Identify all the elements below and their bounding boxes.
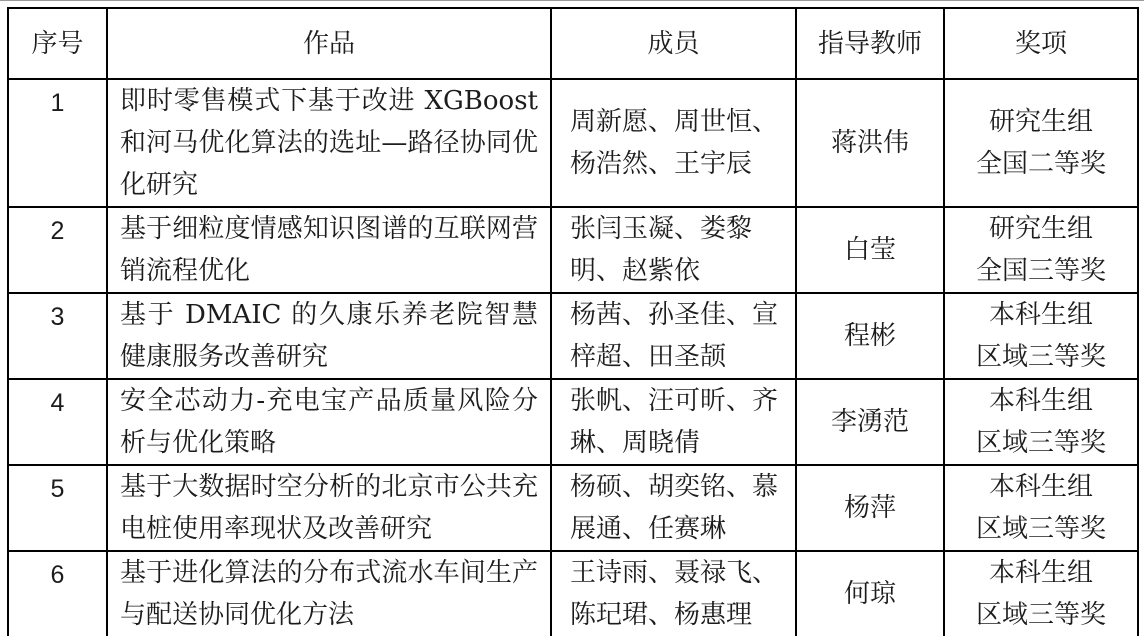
award-cell	[944, 79, 1138, 207]
row-index: 3	[8, 293, 107, 379]
advisor-name: 蒋洪伟	[796, 79, 944, 207]
work-title: 基于大数据时空分析的北京市公共充电桩使用率现状及改善研究	[107, 465, 551, 551]
award-group: 本科生组	[988, 472, 1093, 502]
award-prize: 区域三等奖	[975, 600, 1106, 630]
work-title: 基于 DMAIC 的久康乐养老院智慧健康服务改善研究	[107, 293, 551, 379]
member-names: 王诗雨、聂禄飞、陈玘珺、杨惠理	[551, 551, 796, 636]
member-names: 杨硕、胡奕铭、慕展通、任赛琳	[551, 465, 796, 551]
work-title: 安全芯动力-充电宝产品质量风险分析与优化策略	[107, 379, 551, 465]
member-names: 周新愿、周世恒、杨浩然、王宇辰	[551, 79, 796, 207]
award-group: 本科生组	[988, 558, 1093, 588]
award-prize: 区域三等奖	[975, 514, 1106, 544]
col-header-award: 奖项	[944, 8, 1138, 79]
col-header-index: 序号	[8, 8, 107, 79]
award-cell	[944, 293, 1138, 379]
award-results-table	[7, 7, 1139, 636]
award-prize: 全国二等奖	[975, 149, 1106, 179]
table-header-row	[8, 8, 1138, 79]
table-row	[8, 207, 1138, 293]
table-row	[8, 79, 1138, 207]
award-group: 研究生组	[988, 214, 1093, 244]
col-header-advisor: 指导教师	[796, 8, 944, 79]
advisor-name: 李湧范	[796, 379, 944, 465]
col-header-members: 成员	[551, 8, 796, 79]
row-index: 1	[8, 79, 107, 207]
award-prize: 全国三等奖	[975, 256, 1106, 286]
member-names: 张闫玉凝、娄黎明、赵紫依	[551, 207, 796, 293]
advisor-name: 白莹	[796, 207, 944, 293]
award-group: 本科生组	[988, 300, 1093, 330]
award-cell	[944, 551, 1138, 636]
table-row	[8, 551, 1138, 636]
award-prize: 区域三等奖	[975, 428, 1106, 458]
award-prize: 区域三等奖	[975, 342, 1106, 372]
col-header-work: 作品	[107, 8, 551, 79]
row-index: 2	[8, 207, 107, 293]
advisor-name: 杨萍	[796, 465, 944, 551]
work-title: 基于细粒度情感知识图谱的互联网营销流程优化	[107, 207, 551, 293]
member-names: 张帆、汪可昕、齐琳、周晓倩	[551, 379, 796, 465]
work-title: 即时零售模式下基于改进 XGBoost 和河马优化算法的选址—路径协同优化研究	[107, 79, 551, 207]
member-names: 杨茜、孙圣佳、宣梓超、田圣颉	[551, 293, 796, 379]
page-top-divider	[0, 0, 1144, 1]
table-row	[8, 293, 1138, 379]
advisor-name: 程彬	[796, 293, 944, 379]
row-index: 6	[8, 551, 107, 636]
award-group: 研究生组	[988, 107, 1093, 137]
award-cell	[944, 379, 1138, 465]
table-row	[8, 465, 1138, 551]
advisor-name: 何琼	[796, 551, 944, 636]
work-title: 基于进化算法的分布式流水车间生产与配送协同优化方法	[107, 551, 551, 636]
row-index: 4	[8, 379, 107, 465]
award-cell	[944, 465, 1138, 551]
row-index: 5	[8, 465, 107, 551]
table-row	[8, 379, 1138, 465]
award-cell	[944, 207, 1138, 293]
award-group: 本科生组	[988, 386, 1093, 416]
